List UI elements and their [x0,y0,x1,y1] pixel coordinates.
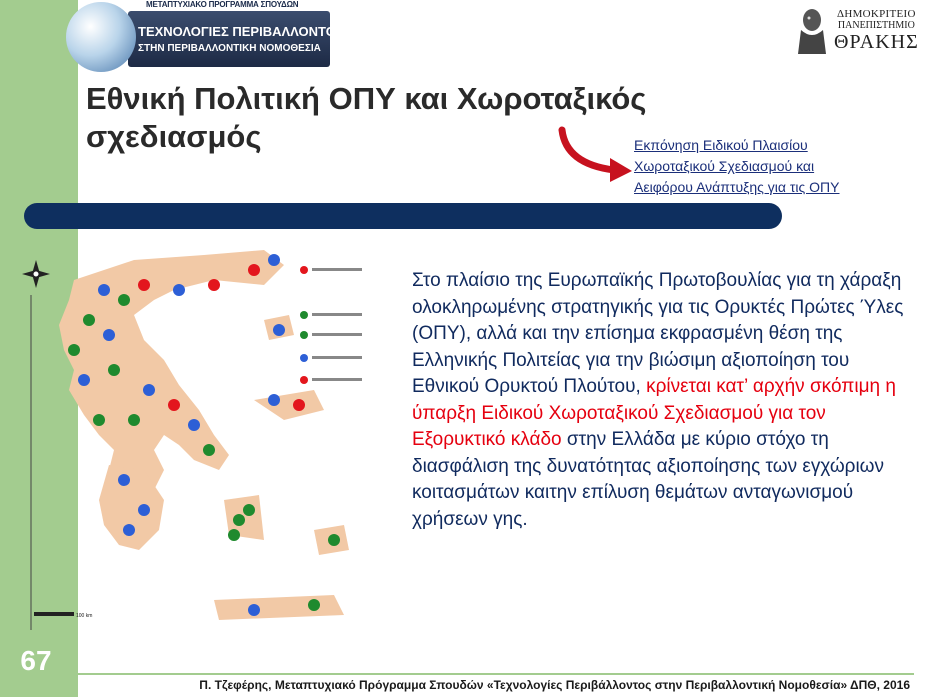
logo-subtitle: ΣΤΗΝ ΠΕΡΙΒΑΛΛΟΝΤΙΚΗ ΝΟΜΟΘΕΣΙΑ [138,43,321,54]
legend [300,266,362,384]
compass-icon [22,260,50,288]
footer-divider [78,673,914,675]
globe-icon [66,2,136,72]
scale-label: 100 km [76,613,93,619]
body-part1: Στο πλαίσιο της Ευρωπαϊκής Πρωτοβουλίας για τη χάραξη ολοκληρωμένης στρατηγικής για τις Ορυκτές Πρώτες Ύλες (ΟΠΥ), αλλά και την επίσημα εκφρασμένη θέση της Ελληνικής Πολιτείας για την βιώσιμη αξιοποίηση του Εθνικού Ορυκτού Πλούτου, [412,270,904,397]
program-logo-banner [128,11,330,67]
mainland-shape [59,250,349,620]
link-line3[interactable]: Αειφόρου Ανάπτυξης για τις ΟΠΥ [634,179,840,195]
body-part2: στην Ελλάδα με κύριο στόχο τη διασφάλιση της δυνατότητας αξιοποίησης των εγχώριων κοιτασμάτων καιτην επίλυση θεμάτων ανταγωνισμού χρήσεων γης. [412,429,885,530]
university-name [834,8,919,54]
university-line3: ΘΡΑΚΗΣ [834,31,919,53]
scale-bar [34,612,74,616]
title-divider-bar [24,203,782,229]
body-highlight: κρίνεται κατ’ αρχήν σκόπιμη η ύπαρξη Ειδικού Χωροταξικού Σχεδιασμού για τον Εξορυκτικό κλάδο [412,376,896,450]
body-paragraph [412,268,912,533]
logo-title: ΤΕΧΝΟΛΟΓΙΕΣ ΠΕΡΙΒΑΛΛΟΝΤΟΣ [138,24,344,39]
university-emblem-icon [793,6,831,56]
university-line1: ΔΗΜΟΚΡΙΤΕΙΟ [836,8,916,20]
program-label: ΜΕΤΑΠΤΥΧΙΑΚΟ ΠΡΟΓΡΑΜΜΑ ΣΠΟΥΔΩΝ [146,0,299,9]
title-line2: σχεδιασμός [86,119,262,154]
page-number: 67 [20,645,52,676]
greece-minerals-map [14,240,394,640]
link-line1[interactable]: Εκπόνηση Ειδικού Πλαισίου [634,137,808,153]
framework-link[interactable] [634,135,914,198]
title-line1: Εθνική Πολιτική ΟΠΥ και Χωροταξικός [86,81,647,116]
footer-text: Π. Τζεφέρης, Μεταπτυχιακό Πρόγραμμα Σπουδών «Τεχνολογίες Περιβάλλοντος στην Περιβαλλοντική Νομοθεσία» ΔΠΘ, 2016 [199,678,910,692]
university-line2: ΠΑΝΕΠΙΣΤΗΜΙΟ [837,20,915,31]
link-line2[interactable]: Χωροταξικού Σχεδιασμού και [634,158,815,174]
curved-arrow-icon [556,124,636,184]
